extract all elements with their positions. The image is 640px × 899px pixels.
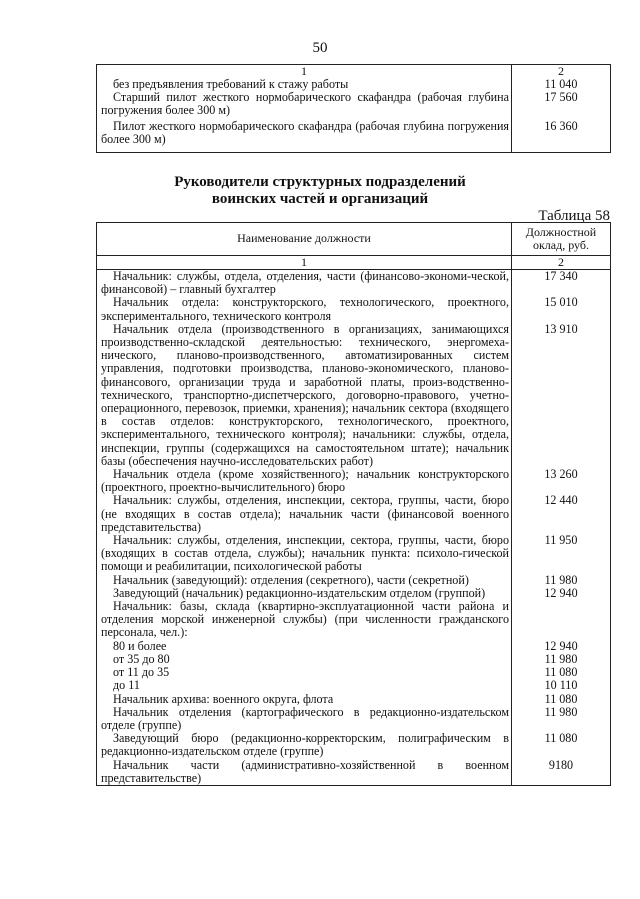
position-name: Начальник отдела: конструкторского, технологического, проектного, экспериментального, технического контроля <box>97 296 512 322</box>
salary-value: 11 980 <box>512 574 611 587</box>
position-name: Пилот жесткого нормобарического скафандра (рабочая глубина погружения более 300 м) <box>97 118 512 153</box>
position-name: Начальник отдела (кроме хозяйственного); начальник конструкторского (проектного, проектно-вычислительного) бюро <box>97 468 512 494</box>
table-row <box>97 91 611 117</box>
position-name: Начальник части (административно-хозяйственной в военном представительстве) <box>97 759 512 786</box>
top-table-column-numbers <box>97 65 611 79</box>
table-row <box>97 600 611 640</box>
salary-value: 11 040 <box>512 78 611 91</box>
position-name: Начальник (заведующий): отделения (секретного), части (секретной) <box>97 574 512 587</box>
salary-value: 9180 <box>512 759 611 786</box>
salary-value: 13 260 <box>512 468 611 494</box>
position-name: 80 и более <box>97 640 512 653</box>
section-heading <box>0 174 640 208</box>
position-name: до 11 <box>97 679 512 692</box>
table-row <box>97 494 611 534</box>
salary-value: 12 940 <box>512 640 611 653</box>
column-number-2: 2 <box>512 65 611 79</box>
table-row <box>97 468 611 494</box>
top-table <box>96 64 611 153</box>
table-row <box>97 323 611 468</box>
column-number-2: 2 <box>512 256 611 270</box>
table-row <box>97 296 611 322</box>
section-heading-line-1: Руководители структурных подразделений <box>174 174 466 190</box>
salary-value: 13 910 <box>512 323 611 468</box>
header-position-name: Наименование должности <box>97 223 512 256</box>
page-number: 50 <box>312 40 328 56</box>
table-row <box>97 706 611 732</box>
salary-value: 11 980 <box>512 653 611 666</box>
salary-value: 15 010 <box>512 296 611 322</box>
table-58-column-numbers <box>97 256 611 270</box>
position-name: Начальник отделения (картографического в редакционно-издательском отделе (группе) <box>97 706 512 732</box>
table-label: Таблица 58 <box>538 208 610 224</box>
position-name: без предъявления требований к стажу работы <box>97 78 512 91</box>
column-number-1: 1 <box>97 256 512 270</box>
section-heading-line-2: воинских частей и организаций <box>211 191 429 207</box>
table-row <box>97 270 611 297</box>
position-name: Начальник: службы, отдела, отделения, части (финансово-экономи-ческой, финансовой) – главный бухгалтер <box>97 270 512 297</box>
salary-value: 11 080 <box>512 693 611 706</box>
table-58-header <box>97 223 611 256</box>
table-row <box>97 732 611 758</box>
salary-value: 12 940 <box>512 587 611 600</box>
salary-value: 17 560 <box>512 91 611 117</box>
table-58 <box>96 222 611 786</box>
position-name: Начальник отдела (производственного в организациях, занимающихся производственно-складской деятельностью: технического, энергомеха-нического, планово-производственного, автоматизированных систем управления, подготовки производства, планово-экономического, планово-финансового, организации труда и заработной платы, произ-водственно-технического, транспортно-диспетчерского, договорно-правового, учетно-операционного, перевозок, приемки, хранения); начальник сектора (входящего в состав отделов: конструкторского, технологического, проектного, экспериментального, технического контроля); начальники: службы, отдела, инспекции, группы (содержащихся на самостоятельном штате); начальник базы (обеспечения научно-исследовательских работ) <box>97 323 512 468</box>
table-row <box>97 759 611 786</box>
table-row <box>97 534 611 574</box>
salary-value: 11 080 <box>512 666 611 679</box>
header-salary: Должностной оклад, руб. <box>512 223 611 256</box>
column-number-1: 1 <box>97 65 512 79</box>
position-name: Заведующий (начальник) редакционно-издательским отделом (группой) <box>97 587 512 600</box>
table-row <box>97 640 611 653</box>
position-name: Старший пилот жесткого нормобарического скафандра (рабочая глубина погружения более 300 м) <box>97 91 512 117</box>
table-row <box>97 666 611 679</box>
salary-value: 11 980 <box>512 706 611 732</box>
salary-value <box>512 600 611 640</box>
table-row <box>97 118 611 153</box>
position-name: Начальник: службы, отделения, инспекции, сектора, группы, части, бюро (входящих в состав отдела, службы); начальник пункта: психоло-гической помощи и реабилитации, психологической работы <box>97 534 512 574</box>
position-name: Начальник: базы, склада (квартирно-эксплуатационной части района и отделения морской инженерной службы) (при численности гражданского персонала, чел.): <box>97 600 512 640</box>
salary-value: 17 340 <box>512 270 611 297</box>
salary-value: 10 110 <box>512 679 611 692</box>
table-58-body <box>97 270 611 786</box>
position-name: Начальник: службы, отделения, инспекции, сектора, группы, части, бюро (не входящих в состав отдела); начальник части (финансовой военного представительства) <box>97 494 512 534</box>
salary-value: 11 080 <box>512 732 611 758</box>
salary-value: 11 950 <box>512 534 611 574</box>
position-name: от 35 до 80 <box>97 653 512 666</box>
salary-value: 12 440 <box>512 494 611 534</box>
position-name: от 11 до 35 <box>97 666 512 679</box>
table-row <box>97 653 611 666</box>
salary-value: 16 360 <box>512 118 611 153</box>
position-name: Начальник архива: военного округа, флота <box>97 693 512 706</box>
position-name: Заведующий бюро (редакционно-корректорским, полиграфическим в редакционно-издательском отделе (группе) <box>97 732 512 758</box>
